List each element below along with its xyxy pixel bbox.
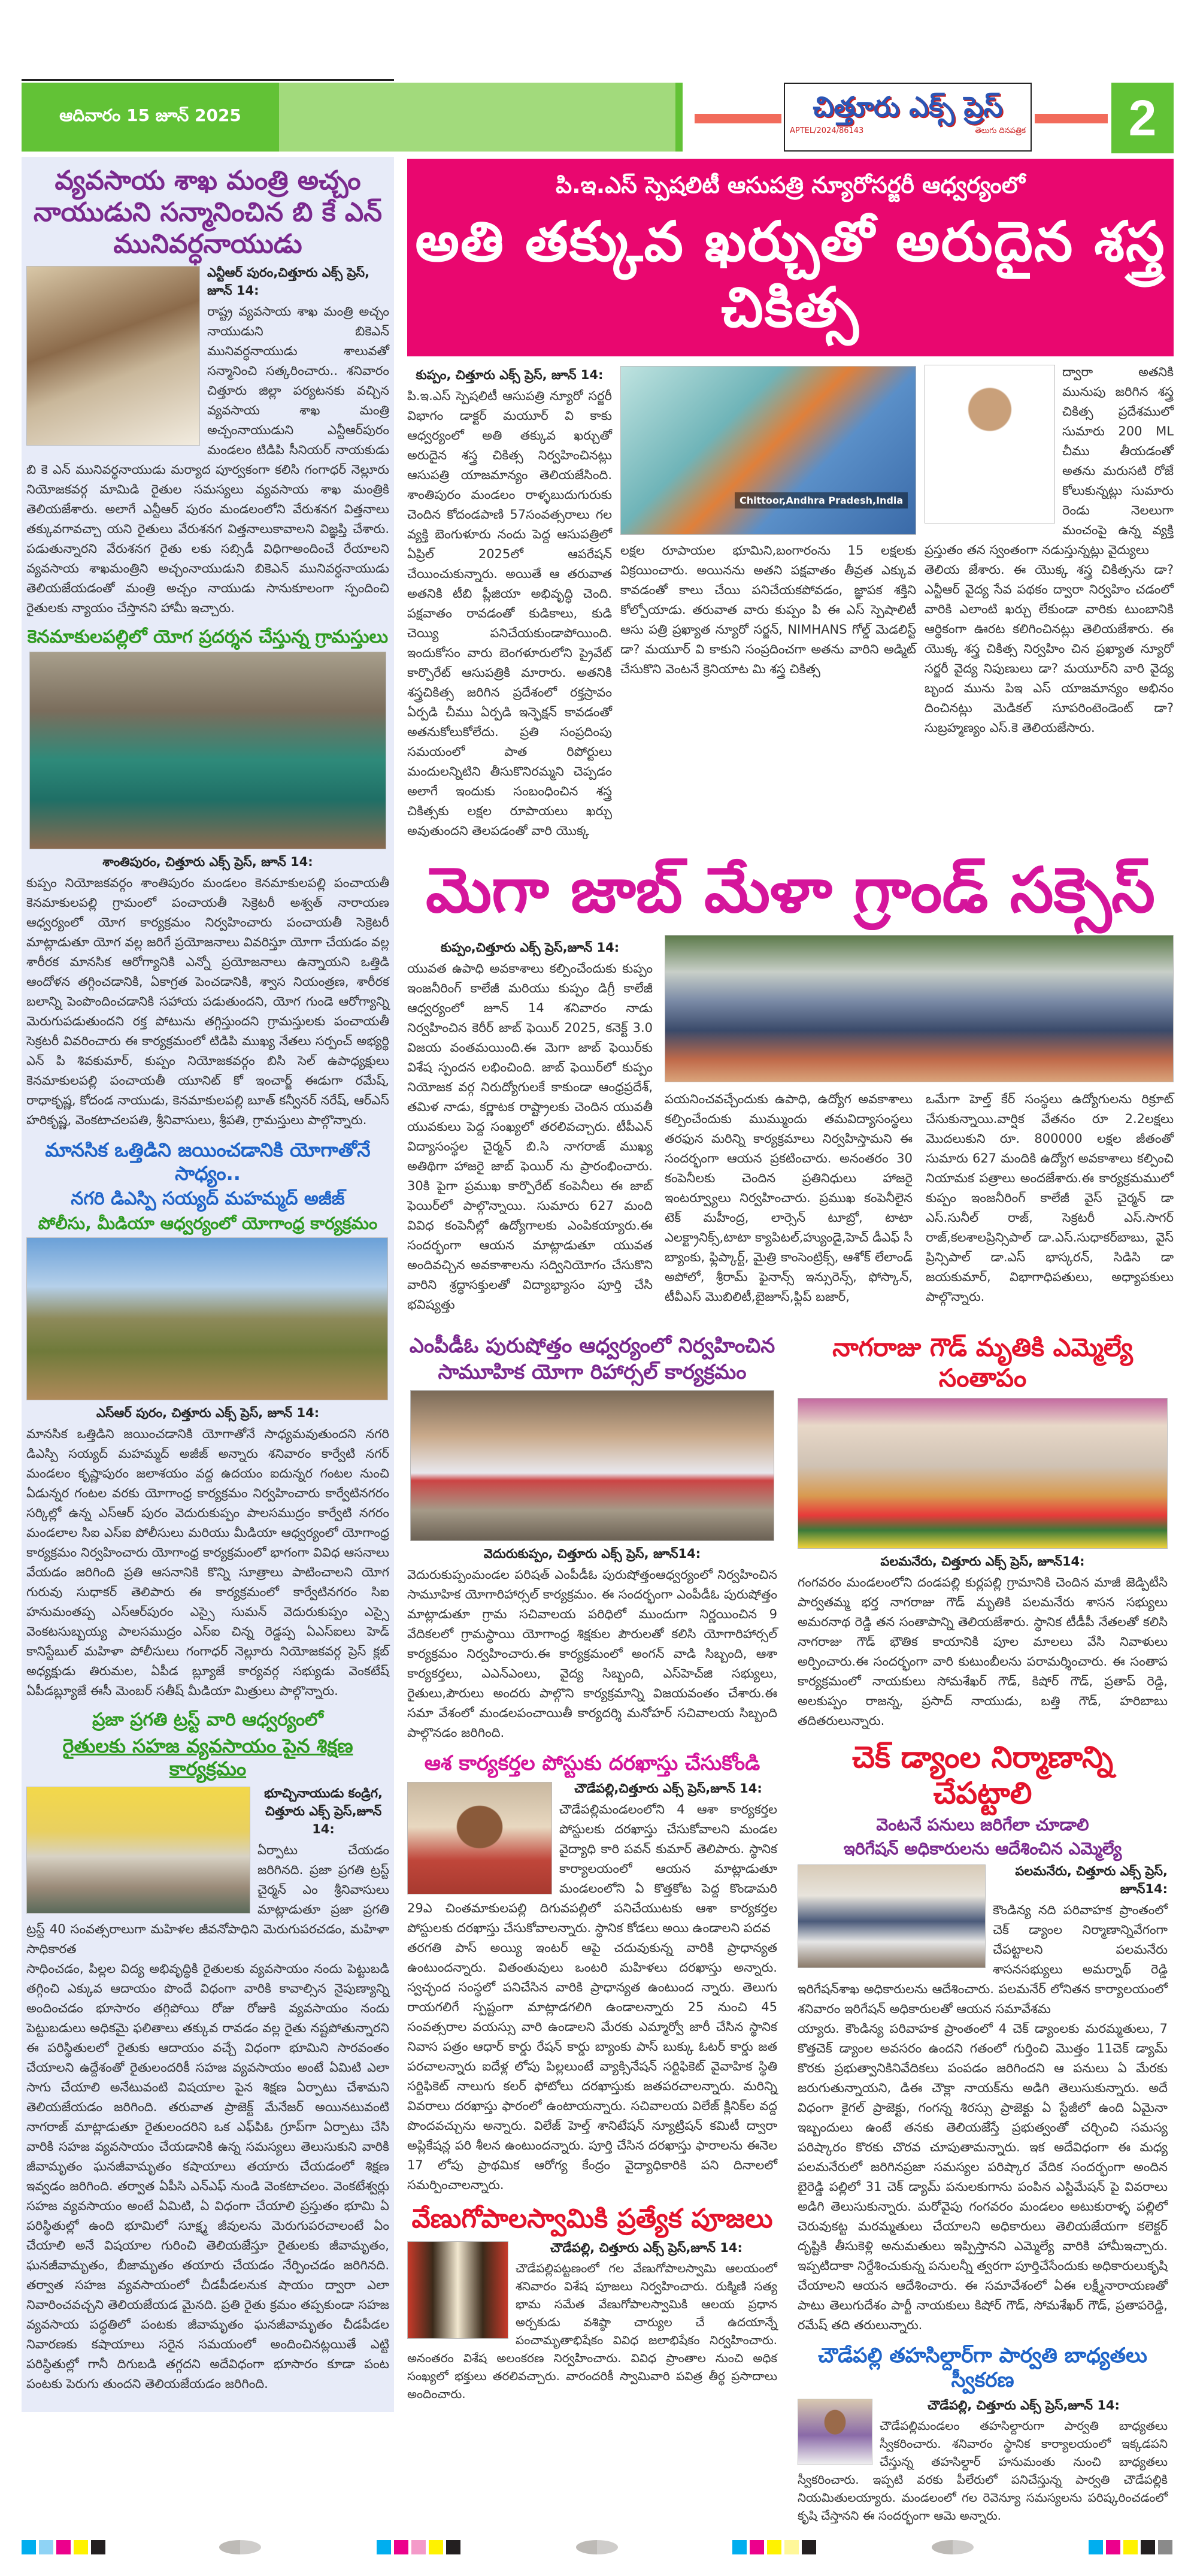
nagaraju-headline: నాగరాజు గౌడ్ మృతికి ఎమ్మెల్యే సంతాపం: [832, 1333, 1133, 1393]
nagaraju-body: గంగవరం మండలంలోని దండపల్లి కుర్లపల్లి గ్రామానికి చెందిన మాజీ జెడ్పిటీసి పార్వతమ్మ భర్త నాగరాజు గౌడ్ మృతికి పలమనేరు శాసన సభ్యులు అమరనాథ రెడ్డి తన సంతాపాన్ని తెలియజేశారు. స్థానిక టీడీపీ నేతలతో కలిసి నాగరాజు గౌడ్ భౌతిక కాయానికి పూల మాలలు వేసి నివాళులు అర్పించారు.ఈ సందర్భంగా వారి కుటుంబీలను పరామర్శించారు. ఈ సంతాప కార్యక్రమంలో నాయకులు సోమశేఖర్ గౌడ్, కిషోర్ గౌడ్, ప్రతాప్ రెడ్డి, అలకుప్పం రాజన్న, ప్రసాద్ నాయుడు, బత్తి గౌడ్, హరిబాబు తదితరులున్నారు.: [798, 1575, 1168, 1728]
job-mela-article: [407, 935, 1174, 1315]
doctor-portrait: [925, 365, 1055, 523]
rehearsal-photo: [410, 1390, 774, 1541]
cmyk-bar: [1123, 2540, 1138, 2554]
venugopala-idol-photo: [407, 2241, 508, 2339]
page-number-box: [1111, 83, 1174, 153]
color-registration-bars: [0, 2540, 1188, 2554]
rehearsal-article: [407, 1333, 777, 1743]
header-rule: [22, 79, 394, 81]
lead-body1: పి.ఇ.ఎస్ స్పెషలిటీ ఆసుపత్రి న్యూరో సర్జరీ విభాగం డాక్టర్ మయూర్ వి కాకు ఆధ్వర్యంలో అతి తక్కువ ఖర్చుతో అరుదైన శస్త్ర చికిత్స నిర్వహించినట్లు ఆసుపత్రి యాజమాన్యం తెలియజేసింది. శాంతిపురం మండలం రాళ్ళబుదుగురుకు చెందిన కోదండపాణి 57సంవత్సరాలు గల వ్యక్తి బెంగుళూరు నందు పెద్ద ఆసుపత్రిలో ఏప్రిల్ 2025లో ఆపరేషన్ చేయించుకున్నారు. అయితే ఆ తరువాత అతనికి టీబి ప్లీజియా అభివృద్ధి చెంది. పక్షవాతం రావడంతో కుడికాలు, కుడి చెయ్యి పనిచేయకుండాపోయింది. ఇందుకోసం వారు బెంగళూరులోని ప్రైవేట్ కార్పొరేట్ ఆసుపత్రికి మారారు. అతనికి శస్త్రచికిత్స జరిగిన ప్రదేశంలో రక్తస్రావం ఏర్పడి చీము ఏర్పడి ఇన్ఫెక్షన్ కావడంతో అతనుకోలుకోలేదు. ప్రతి సంప్రదింపు సమయంలో పాత రిపోర్టులు మందులన్నిటిని తీసుకొనిరమ్మని చెప్పడం అలాగే ఇందుకు సంబంధించిన శస్త్ర చికిత్సకు లక్షల రూపాయలు ఖర్చు అవుతుందని తెలపడంతో వారి యొక్క: [407, 389, 612, 839]
issue-date: ఆదివారం 15 జూన్ 2025: [59, 105, 241, 125]
lead-body3: ద్వారా అతనికి మునుపు జరిగిన శస్త్ర చికిత్స ప్రదేశములో సుమారు 200 ML చీము తీయడంతో అతను మరుసటి రోజే కోలుకున్నట్లు సుమారు రెండు నెలలుగా మంచంపై ఉన్న వ్యక్తి ప్రస్తుతం తన స్వంతంగా నడుస్తున్నట్లు వైద్యులు: [925, 365, 1174, 558]
cmyk-bar: [750, 2540, 764, 2554]
gps-caption: Chittoor,Andhra Pradesh,India: [735, 492, 908, 508]
lead-body4: తెలియ జేశారు. ఈ యొక్క శస్త్ర చికిత్సను డా? ఎన్టీఆర్ వైద్య సేవ పథకం ద్వారా నిర్వహిం చడంలో వారికి ఎలాంటి ఖర్చు లేకుండా వారికు టుంబానికి ఆర్థికంగా ఊరట కలిగించినట్లు తెలియజేశారు. ఈ యొక్క శస్త్ర చికిత్స నిర్వహిం చిన ప్రఖ్యాత న్యూరో సర్జరీ వైద్య నిపుణులు డా? మయూర్‌ని వారి వైద్య బృంద మును పిఇ ఎస్ యాజమాన్యం అభినం దించినట్లు మెడికల్ సూపరింటెండెంట్ డా?సుబ్రహ్మణ్యం ఎస్.కె తెలియజేసారు.: [925, 562, 1174, 735]
rehearsal-dateline: వెదురుకుప్పం, చిత్తూరు ఎక్స్ ప్రెస్, జూన్14:: [483, 1546, 701, 1561]
cmyk-bar: [1158, 2540, 1172, 2554]
checkdam-dateline: పలమనేరు, చిత్తూరు ఎక్స్ ప్రెస్, జూన్14:: [1015, 1864, 1168, 1897]
asha-article: [407, 1751, 777, 2195]
nagari-subhead2: పోలీసు, మీడియా ఆధ్వర్యంలో యోగాంధ్ర కార్యక్రమం: [38, 1213, 378, 1234]
header-accent-line-left: [695, 114, 781, 123]
farmers-kicker: ప్రజా ప్రగతి ట్రస్ట్ వారి ఆధ్వర్యంలో: [92, 1709, 323, 1730]
yoga-village-photo: [29, 652, 386, 849]
minister-article: [26, 165, 389, 618]
minister-headline: వ్యవసాయ శాఖ మంత్రి అచ్చం నాయుడుని సన్మానించిన బి కే ఎన్ మునివర్ధనాయుడు: [33, 165, 383, 259]
cmyk-bar: [56, 2540, 71, 2554]
date-banner-light: [279, 83, 683, 152]
cmyk-bar: [394, 2540, 408, 2554]
yoga-village-headline: కెనమాకులపల్లిలో యోగ ప్రదర్శన చేస్తున్న గ్రామస్తులు: [27, 626, 389, 648]
left-column: [22, 157, 394, 2412]
asha-photo: [407, 1782, 552, 1894]
cmyk-bar: [39, 2540, 53, 2554]
lead-kicker: పి.ఇ.ఎస్ స్పెషలిటీ ఆసుపత్రి న్యూరోసర్జరీ ఆధ్వర్యంలో: [556, 172, 1025, 198]
job-mela-dateline: కుప్పం,చిత్తూరు ఎక్స్ ప్రెస్,జూన్ 14:: [440, 940, 620, 955]
masthead-title: చిత్తూరు ఎక్స్ ప్రెస్: [813, 90, 1003, 123]
checkdam-photo: [798, 1864, 986, 1968]
farmers-headline: రైతులకు సహజ వ్యవసాయం పైన శిక్షణ కార్యక్రమం: [62, 1734, 353, 1781]
nagari-subhead: నగరి డిఎస్పి సయ్యద్ మహమ్మద్ అజీజ్: [71, 1188, 345, 1210]
cmyk-bar: [411, 2540, 426, 2554]
cmyk-bar: [732, 2540, 747, 2554]
cmyk-bar: [377, 2540, 391, 2554]
registration-mark: [576, 2540, 618, 2554]
nagari-yoga-photo: [26, 1237, 388, 1400]
job-mela-group-photo: [665, 935, 1174, 1082]
surgery-photo: [620, 366, 916, 535]
farmers-photo: [26, 1787, 250, 1914]
farmers-body2: సాధించడం, పిల్లల విద్య అభివృద్ధికి రైతులకు వ్యవసాయం నందు పెట్టుబడి తగ్గించి ఎక్కువ ఆదాయం పొందే విధంగా వారికి కావాల్సిన నైపుణ్యాన్ని అందించడం భూసారం తగ్గిపోయి రోజు రోజుకి వ్యవసాయం నందు పెట్టుబడులు అధికమై ఫలితాలు తక్కువ రావడం వల్ల రైతు నష్టపోతున్నారని ఈ పరిస్థితులలో రైతుకు ఆదాయం వచ్చే విధంగా భూమిని సారవంతం చేయాలని ఉద్దేశంతో రైతులందరికీ సహజ వ్యవసాయం అంటే ఏమిటి ఎలా సాగు చేయాలి అనేటువంటి విషయాల పైన శిక్షణ ఏర్పాటు చేశామని తెలియజేయడం జరిగింది. తరువాత ప్రాజెక్ట్ మేనేజర్ అయినటువంటి నాగరాజ్ మాట్లాడుతూ రైతులందరిని ఒక ఎఫ్‌పిఓ గ్రూప్‌గా ఏర్పాటు చేసి వారికి సహజ వ్యవసాయం చేయడానికి ఉన్న సమస్యలు తెలుసుకుని వారికి జీవామృతం ఘనజీవామృతం కషాయాలు తయారు చేయడంలో శిక్షణ ఇవ్వడం జరిగింది. తర్వాత ఏపీసి ఎన్ఎఫ్ నుండి వెంకటాచలం. వెంకటేశ్వర్లు సహజ వ్యవసాయం అంటే ఏమిటి, ఏ విధంగా చేయాలి ప్రస్తుతం భూమి ఏ పరిస్థితుల్లో ఉంది భూమిలో సూక్ష్మ జీవులను మెరుగుపరచాలంటే ఏం చేయాలి అనే విషయాల గురించి తెలియజేస్తూ రైతులకు జీవామృతం, ఘనజీవామృతం, బీజామృతం తయారు చేయడం నేర్పించడం జరిగినది. తర్వాత సహజ వ్యవసాయంలో చీడపీడలనుక షాయం ద్వారా ఎలా నివారించవచ్చని తెలియజేయడ మైనది. ప్రతి రైతు క్రమం తప్పకుండా సహజ వ్యవసాయ పద్ధతిలో పంటకు జీవామృతం ఘనజీవామృతం చీడపీడల నివారణకు కషాయాలు సరైన సమయంలో అందించినట్లయితే ఎట్టి పరిస్థితుల్లో గానీ దిగుబడి తగ్గదని అదేవిధంగా భూసారం కూడా పంట పంటకు పెరుగు తుందని తెలియజేయడం జరిగింది.: [26, 1961, 389, 2391]
nagaraju-dateline: పలమనేరు, చిత్తూరు ఎక్స్ ప్రెస్, జూన్14:: [880, 1554, 1085, 1569]
checkdam-subhead: వెంటనే పనులు జరిగేలా చూడాలి: [876, 1814, 1089, 1835]
nagaraju-photo: [798, 1398, 1168, 1549]
checkdam-headline: చెక్ డ్యాంల నిర్మాణాన్ని చేపట్టాలి: [851, 1739, 1113, 1811]
job-mela-body2: పయనించవచ్చేందుకు ఉపాధి, ఉద్యోగ అవకాశాలు కల్పించేందుకు ముమ్ముందు తమవిద్యాసంస్థలు తరఫున మరిన్ని కార్యక్రమాలు నిర్వహిస్తామని ఈ సందర్భంగా ఆయన ప్రకటించారు. అనంతరం 30 కంపెనీలకు చెందిన ప్రతినిధులు హాజరై ఇంటర్వ్యూలు నిర్వహించారు. ప్రముఖ కంపెనీలైన టెక్ మహీంద్ర, లార్సెన్ టూబ్రో, టాటా ఎలక్ట్రానిక్స్,టాటా క్యాపిటల్,హ్యుండై,హెచ్ డీఎఫ్ సీ బ్యాంకు, ఫ్లిప్కార్ట్, మైత్రి కాంసెంట్రిక్స్, ఆశోక్ లేలాండ్ అపోలో, శ్రీరామ్ ఫైనాన్స్ ఇన్సురెన్స్, ఫోస్కాన్, టీవీఎస్ మొబిలిటీ,బైజూస్,ఫ్లిప్ బజార్,: [665, 1092, 913, 1304]
minister-photo: [26, 266, 200, 446]
registration-mark: [219, 2540, 261, 2554]
parvathi-body: చౌడేపల్లిమండలం తహసిల్దారుగా పార్వతి బాధ్యతలు స్వీకరించారు. శనివారం స్థానిక కార్యాలయంలో ఇక్కడపని చేస్తున్న తహసిల్దార్ హనుమంతు నుంచి బాధ్యతలు స్వీకరించారు. ఇప్పటి వరకు పీలేరులో పనిచేస్తున్న పార్వతి చౌడేపల్లికి నియమితులయ్యారు. మండలంలో గల రెవెన్యూ సమస్యలను పరిష్కరించడంలో కృషి చేస్తానని ఈ సందర్భంగా ఆమె అన్నారు.: [798, 2418, 1168, 2523]
cmyk-bar: [1089, 2540, 1103, 2554]
venugopala-dateline: చౌడేపల్లి, చిత్తూరు ఎక్స్ ప్రెస్,జూన్ 14:: [550, 2240, 742, 2255]
asha-body1: చౌడేపల్లిమండలంలోని 4 ఆశా కార్యకర్తల పోస్టులకు దరఖాస్తు చేసుకోవాలని మండల వైద్యాధి కారి పవన్ కుమార్ తెలిపారు. స్థానిక కార్యాలయంలో ఆయన మాట్లాడుతూ మండలంలోని ఏ కొత్తకోట పెద్ద కొండామరి 29ఎ చింతమాకులపల్లి దిగువపల్లిలో పనిచేయుటకు ఆశా కార్యకర్తల పోస్టులకు దరఖాస్తు చేసుకోవాలన్నారు. స్థానిక కోడలు అయి ఉండాలని పదవ: [407, 1802, 777, 1935]
nagari-body: మానసిక ఒత్తిడిని జయించడానికి యోగాతోనే సాధ్యమవుతుందని నగరి డిఎస్పి సయ్యద్ మహమ్మద్ అజీజ్ అన్నారు శనివారం కార్వేటి నగర్ మండలం కృష్ణాపురం జలాశయం వద్ద ఉదయం ఐదున్నర గంటల నుంచి ఏడున్నర గంటల వరకు యోగాంధ్ర కార్యక్రమం నిర్వహించారు కార్వేటినగరం సర్కిల్లో ఉన్న ఎస్ఆర్ పురం వెదురుకుప్పం పాలసముద్రం కార్వేటి నగరం మండలాల సిఐ ఎస్ఐ పోలీసులు మరియు మీడియా ఆధ్వర్యంలో యోగాంధ్ర కార్యక్రమం నిర్వహించారు యోగాంధ్ర కార్యక్రమంలో భాగంగా వివిధ ఆసనాలు వేయడం జరిగింది ప్రతి ఆసనానికి కొన్ని సూత్రాలు పాటించాలని యోగ గురువు సుధాకర్ తెలిపారు ఈ కార్యక్రమంలో కార్వేటినగరం సిఐ హనుమంతప్ప ఎస్ఆర్‌పురం ఎస్సై సుమన్ వెదురుకుప్పం ఎస్సై వెంకటసుబ్బయ్య పాలసముద్రం ఎస్ఐ చిన్న రెడ్డప్ప ఏఎస్ఐలు హెడ్ కానిస్టేబుల్ మహిళా పోలీసులు గంగాధర్ నెల్లూరు నియోజకవర్గ ప్రెస్ క్లబ్ అధ్యక్షుడు తిరుమల, ఏపీడ బ్ల్యూజే కార్యవర్గ సభ్యుడు వెంకటేష్ ఏపీడబ్ల్యూజే ఈసీ మెంబర్ సతీష్ మీడియా మిత్రులు పాల్గొన్నారు.: [26, 1426, 389, 1698]
lead-article: [407, 362, 1174, 841]
yoga-village-body: కుప్పం నియోజకవర్గం శాంతిపురం మండలం కెనమాకులపల్లి పంచాయతీ కెనమాకులపల్లి గ్రామంలో పంచాయతీ సెక్రెటరీ అశ్వత్ నారాయణ ఆధ్వర్యంలో యోగ కార్యక్రమం నిర్వహించారు పంచాయతీ సెక్రెటరీ మాట్లాడుతూ యోగ వల్ల జరిగే ప్రయోజనాలు వివరిస్తూ యోగా చేయడం వల్ల శారీరక మానసిక ఆరోగ్యానికి ఎన్నో ప్రయోజనాలు ఉన్నాయని ఒత్తిడి ఆందోళన తగ్గించడానికి, ఏకాగ్రత పెంచడానికి, శ్వాస నియంత్రణ, శారీరక బలాన్ని పెంపొందించడానికి సహాయ పడుతుందని, యోగ గుండె ఆరోగ్యాన్ని మెరుగుపడుతుందని రక్త పోటును తగ్గిస్తుందని గ్రామస్తులకు పంచాయతీ సెక్రటరీ వివరించారు ఈ కార్యక్రమంలో టిడిపి ముఖ్య నేతలు సర్పంచ్ అభ్యర్థి ఎన్ పి శివకుమార్, కుప్పం నియోజకవర్గం బిసి సెల్ ఉపాధ్యక్షులు కెనమాకులపల్లి పంచాయతీ యూనిట్ కో ఇంచార్జ్ ఈడుగా రమేష్, రాధాకృష్ణ, కోదండ నాయుడు, కెనమాకులపల్లి బూత్ కన్వీనర్ నరేష్, ఆర్‌ఎస్ హరికృష్ణ, వెంకటాచలపతి, శ్రీనివాసులు, శ్రీపతి, గ్రామస్తులు పాల్గొన్నారు.: [26, 876, 389, 1128]
venugopala-article: [407, 2203, 777, 2403]
rehearsal-body: వెదురుకుప్పంమండల పరిషత్ ఎంపీడీఓ పురుషోత్తంఆధ్వర్యంలో నిర్వహించిన సామూహిక యోగారిహార్సల్ కార్యక్రమం. ఈ సందర్భంగా ఎంపీడీఓ పురుషోత్తం మాట్లాడుతూ గ్రామ సచివాలయ పరిధిలో ముందుగా నిర్ణయించిన 9 వేదికలలో గ్రామస్థాయి యోగాంధ్ర శిక్షకుల పౌరులతో కలిసి యోగారిహార్సల్ కార్యక్రమం నిర్వహించారు.ఈ కార్యక్రమంలో అంగన్ వాడి సిబ్బంది, ఆశా కార్యకర్తలు, ఎఎన్ఎంలు, వైద్య సిబ్బంది, ఎస్‌హెచ్‌జి సభ్యులు, రైతులు,పౌరులు అందరు పాల్గొని కార్యక్రమాన్ని విజయవంతం చేశారు.ఈ సమా వేశంలో మండలపంచాయితీ కార్యదర్శి మనోహర్ సచివాలయ సిబ్బంది పాల్గొనడం జరిగింది.: [407, 1567, 777, 1740]
venugopala-body: చౌడేపల్లిపట్టణంలో గల వేణుగోపాలస్వామి ఆలయంలో శనివారం విశేష పూజలు నిర్వహించారు. రుక్మిణి సత్య భామ సమేత వేణుగోపాలస్వామికి ఆలయ ప్రధాన అర్చకుడు వశిష్ఠా చార్యుల చే ఉదయాన్నే పంచామృతాభిషేకం వివిధ జలాభిషేకం నిర్వహించారు. అనంతరం విశేష అలంకరణ నిర్వహించారు. వివిధ ప్రాంతాల నుంచి అధిక సంఖ్యలో భక్తులు తరలివచ్చారు. వారందరికీ స్వామివారి పవిత్ర తీర్థ ప్రసాదాలు అందించారు.: [407, 2260, 777, 2401]
checkdam-body2: య్యారు. కౌండిన్య పరివాహక ప్రాంతంలో 4 చెక్ డ్యాంలకు మరమ్మతులు, 7 కొత్తచెక్ డ్యాంల అవసరం ఉందని గతంలో గుర్తించి మొత్తం 11చెక్ డ్యామ్ కొరకు ప్రభుత్వానికినివేదికలు పంపడం జరిగిందని ఆ పనులు ఏ మేరకు జరుగుతున్నాయని, డిఈ చౌక్లా నాయక్‌ను అడిగి తెలుసుకున్నారు. అదే విధంగా కైగల్ ప్రాజెక్టు, గంగన్న శిరస్సు ప్రాజెక్టు ఏ స్టేజీలో ఉంది ఏమైనా ఇబ్బందులు ఉంటే తనకు తెలియజేస్తే ప్రభుత్వంతో చర్చించి సమస్య పరిష్కారం కొరకు చొరవ చూపుతామన్నారు. ఇక అదేవిధంగా ఈ మధ్య పలమనేరులో జరిగినప్రజా సమస్యల పరిష్కార వేదిక సందర్భంగా అందిన బైరెడ్డి పల్లిలో 31 చెక్ డ్యామ్ పనులకుగాను పంపిన ఎస్టిమేషన్ పై వివరాలు అడిగి తెలుసుకున్నారు. మరోవైపు గంగవరం మండలం అటుకురాళ్ళ పల్లిలో చెరువుకట్ట మరమ్మతులు చేయాలని అధికారులు తెలియజేయగా కలెక్టర్ దృష్టికి తీసుకెళ్లి అనుమతులు ఇప్పిస్తానని ఎమ్మెల్యే వారికి హామీఇచ్చారు. ఇప్పటిదాకా నిర్దేశించుకున్న పనులన్నీ త్వరగా పూర్తిచేసేందుకు అధికారులుకృషి చేయాలని ఆయన ఆదేశించారు. ఈ సమావేశంలో ఏఈ లక్ష్మీనారాయణతో పాటు తెలుగుదేశం పార్టీ నాయకులు కిషోర్ గౌడ్, సోమశేఖర్ గౌడ్, ప్రతాపరెడ్డి, రమేష్ తది తరులున్నారు.: [798, 2021, 1168, 2333]
right-column: [798, 1329, 1168, 2533]
rehearsal-headline: ఎంపీడీఓ పురుషోత్తం ఆధ్వర్యంలో నిర్వహించిన సామూహిక యోగా రిహార్సల్ కార్యక్రమం: [409, 1334, 775, 1385]
yoga-village-article: [26, 626, 389, 1130]
farmers-body1: ఏర్పాటు చేయడం జరిగినది. ప్రజా ప్రగతి ట్రస్ట్ చైర్మన్ ఎం శ్రీనివాసులు మాట్లాడుతూ ప్రజా ప్రగతి ట్రస్ట్ 40 సంవత్సరాలుగా మహిళల జీవనోపాధిని మెరుగుపరచడం, మహిళా సాధికారత: [26, 1842, 389, 1956]
lead-dateline: కుప్పం, చిత్తూరు ఎక్స్ ప్రెస్, జూన్ 14:: [416, 368, 604, 383]
asha-headline: ఆశ కార్యకర్తల పోస్టుకు దరఖాస్తు చేసుకోండి: [424, 1751, 760, 1776]
yoga-village-dateline: శాంతిపురం, చిత్తూరు ఎక్స్ ప్రెస్, జూన్ 14:: [102, 855, 313, 870]
job-mela-body1: యువత ఉపాధి అవకాశాలు కల్పించేందుకు కుప్పం ఇంజనీరింగ్ కాలేజీ మరియు కుప్పం డిగ్రీ కాలేజీ ఆధ్వర్యంలో జూన్ 14 శనివారం నాడు నిర్వహించిన కెరీర్ జాబ్ ఫెయిర్ 2025, కనెక్ట్ 3.0 విజయ వంతమయింది.ఈ మెగా జాబ్ ఫెయిర్‌కు విశేష స్పందన లభించింది. జాబ్ ఫెయిర్‌లో కుప్పం నియోజక వర్గ నిరుద్యోగులకే కాకుండా ఆంధ్రప్రదేశ్, తమిళ నాడు, కర్ణాటక రాష్ట్రాలకు చెందిన యువతీ యువకులు పెద్ద సంఖ్యలో తరలివచ్చారు. టీపీఎన్ విద్యాసంస్థల చైర్మన్ బి.సి నాగరాజ్ ముఖ్య అతిథిగా హాజరై జాబ్ ఫెయిర్ ను ప్రారంభించారు. 30కి పైగా ప్రముఖ కార్పొరేట్ కంపెనీలు ఈ జాబ్ ఫెయిర్‌లో పాల్గొన్నాయి. సుమారు 627 మంది వివిధ కంపెనీల్లో ఉద్యోగాలకు ఎంపికయ్యారు.ఈ సందర్భంగా ఆయన మాట్లాడుతూ యువత అందివచ్చిన అవకాశాలను సద్వినియోగం చేసుకొని వారిని శ్రద్ధాసక్తులతో విద్యాభ్యాసం పూర్తి చేసి భవిష్యత్తు: [407, 961, 653, 1312]
job-mela-headline: మెగా జాబ్ మేళా గ్రాండ్ సక్సెస్: [425, 853, 1156, 927]
venugopala-headline: వేణుగోపాలస్వామికి ప్రత్యేక పూజలు: [411, 2203, 773, 2234]
nagari-article: [26, 1139, 389, 1700]
checkdam-body1: కౌండిన్య నది పరివాహక ప్రాంతంలో చెక్ డ్యాంల నిర్మాణాన్నివేగంగా చేపట్టాలని పలమనేరు శాసనసభ్యులు అమర్నాథ్ రెడ్డి ఇరిగేషన్‌శాఖ అధికారులను ఆదేశించారు. పలమనేర్ లోనితన కార్యాలయంలో శనివారం ఇరిగేషన్ అధికారులతో ఆయన సమావేశమ: [798, 1903, 1168, 2017]
nagari-dateline: ఎస్ఆర్ పురం, చిత్తూరు ఎక్స్ ప్రెస్, జూన్ 14:: [96, 1405, 320, 1420]
page-number: 2: [1128, 89, 1157, 146]
checkdam-article: [798, 1739, 1168, 2335]
cmyk-bar: [74, 2540, 88, 2554]
cmyk-bar: [1141, 2540, 1155, 2554]
parvathi-dateline: చౌడేపల్లి, చిత్తూరు ఎక్స్ ప్రెస్,జూన్ 14:: [928, 2398, 1120, 2412]
masthead-logo: [784, 83, 1032, 152]
registration-mark: [932, 2540, 974, 2554]
main-area: [407, 159, 1174, 2533]
masthead-tagline: తెలుగు దినపత్రిక: [975, 126, 1026, 135]
cmyk-bar: [784, 2540, 799, 2554]
cmyk-bar: [429, 2540, 443, 2554]
lead-headline: అతి తక్కువ ఖర్చుతో అరుదైన శస్త్ర చికిత్స: [415, 209, 1166, 340]
cmyk-bar: [767, 2540, 781, 2554]
cmyk-bar: [1106, 2540, 1120, 2554]
job-mela-body3: ఒమేగా హెల్త్ కేర్ సంస్థలు ఉద్యోగులను రిక్రూట్ చేసుకున్నాయి.వార్షిక వేతనం రూ 2.2లక్షలు మొదలుకుని రూ. 800000 లక్షల జీతంతో సుమారు 627 మందికి ఉద్యోగ అవకాశాలు కల్పించి నియామక పత్రాలు అందజేశారు.ఈ కార్యక్రమములో కుప్పం ఇంజనీరింగ్ కాలేజీ వైస్ చైర్మన్ డా ఎస్.సునీల్ రాజ్, సెక్రటరీ ఎస్.సాగర్ రాజ్,కలశాలప్రిన్సిపాల్ డా.ఎస్.సుధాకర్‌బాబు, వైస్ ప్రిన్సిపాల్ డా.ఎస్ భాస్కరన్, సిడిసి డా జయకుమార్, విభాగాధిపతులు, అధ్యాపకులు పాల్గొన్నారు.: [926, 1092, 1174, 1304]
checkdam-subhead2: ఇరిగేషన్ అధికారులను ఆదేశించిన ఎమ్మెల్యే: [843, 1838, 1122, 1858]
date-banner: [22, 83, 279, 152]
asha-body2: తరగతి పాస్ అయ్యి ఇంటర్ ఆపై చదువుకున్న వారికి ప్రాధాన్యత ఉంటుందన్నారు. వితంతువులు ఒంటరి మహిళలు దరఖాస్తు అన్నారు. స్వచ్ఛంద సంస్థలో పనిచేసిన వారికి ప్రాధాన్యత ఉంటుంద న్నారు. తెలుగు రాయగలిగే స్పష్టంగా మాట్లాడగలిగి ఉండాలన్నారు 25 నుంచి 45 సంవత్సరాల వయస్సు వారి ఉండాలని మేరకు ఎమ్మార్వో జారీ చేసిన స్థానిక నివాస పత్రం ఆధార్ కార్డు రేషన్ కార్డు బ్యాంకు పాస్ బుక్కు ఓటర్ కార్డు జత పరచాలన్నారు ఐదేళ్ల లోపు పిల్లలుంటే వ్యాక్సినేషన్ సర్టిఫికెట్ వైవాహిక స్థితి సర్టిఫికెట్ నాలుగు కలర్ ఫోటోలు దరఖాస్తుకు జతపరచాలన్నారు. మరిన్ని వివరాలు దరఖాస్తు ఫారంలో ఉంటాయన్నారు. సచివాలయ విలేజ్ క్లినిక్‌ల వద్ద పొందవచ్చును అన్నారు. విలేజ్ హెల్త్ శానిటేషన్ న్యూట్రిషన్ కమిటీ ద్వారా అప్లికేషన్ల పరి శీలన ఉంటుందన్నారు. పూర్తి చేసిన దరఖాస్తు ఫారాలను ఈనెల 17 లోపు ప్రాథమిక ఆరోగ్య కేంద్రం వైద్యాధికారికి పని దినాలలో సమర్పించాలన్నారు.: [407, 1940, 777, 2192]
asha-dateline: చౌడేపల్లి,చిత్తూరు ఎక్స్ ప్రెస్,జూన్ 14:: [574, 1781, 762, 1796]
cmyk-bar: [802, 2540, 816, 2554]
parvathi-headline: చౌడేపల్లి తహసిల్దార్‌గా పార్వతి బాధ్యతలు స్వీకరణ: [818, 2344, 1147, 2392]
lead-body2: లక్షల రూపాయల భూమిని,బంగారంను 15 లక్షలకు విక్రయించారు. అయినను అతని పక్షవాతం తీవ్రత ఎక్కువ కావడంతో కాలు చేయి పనిచేయకపోవడం, జ్ఞాపక శక్తిని కోల్పోయాడు. తరువాత వారు కుప్పం పి ఈ ఎస్ స్పెషాలిటీ ఆసు పత్రి ప్రఖ్యాత న్యూరో సర్జన్, NIMHANS గోల్డ్ మెడలిస్ట్ డా? మయూర్ వి కాకుని సంప్రదించగా అతను వారిని అడ్మిట్ చేసుకొని వెంటనే క్రెనియాట మి శస్త్ర చికిత్స: [620, 543, 916, 677]
minister-dateline: ఎన్టీఆర్ పురం,చిత్తూరు ఎక్స్ ప్రెస్, జూన్ 14:: [207, 265, 370, 298]
cmyk-bar: [446, 2540, 460, 2554]
lead-banner: [407, 159, 1174, 356]
minister-body: రాష్ట్ర వ్యవసాయ శాఖ మంత్రి అచ్చం నాయుడుని బికెఎన్ మునివర్ధనాయుడు శాలువతో సన్మానించి సత్కరించారు.. శనివారం చిత్తూరు జిల్లా పర్యటనకు వచ్చిన వ్యవసాయ శాఖ మంత్రి అచ్చంనాయుడుని ఎన్టీఆర్‌పురం మండలం టిడిపి సీనియర్ నాయకుడు బి కె ఎన్ మునివర్ధనాయుడు మర్యాద పూర్వకంగా కలిసి గంగాధర్ నెల్లూరు నియోజకవర్గ మామిడి రైతుల సమస్యలు వ్యవసాయ శాఖ మంత్రికి తెలియజేశారు. అలాగే ఎన్టీఆర్ పురం మండలంలోని వేరుశనగ విత్తనాలు తక్కువగావచ్చా యని రైతులు వేరుశనగ విత్తనాలుకావాలని విజ్ఞప్తి చేశారు. పడుతున్నారని వేరుశనగ రైతు లకు సబ్సిడీ విధిగాఅందించే రేయాలని వ్యవసాయ శాఖమంత్రిని అచ్చంనాయుడుని బికెఎన్ మునివర్ధనాయుడు తెలియజేయడంతో మంత్రి అచ్చం నాయుడు సానుకూలంగా స్పందించి రైతులకు న్యాయం చేస్తానని హామీ ఇచ్చారు.: [26, 304, 389, 616]
farmers-article: [26, 1709, 389, 2394]
nagari-headline: మానసిక ఒత్తిడిని జయించడానికి యోగాతోనే సాధ్యం..: [45, 1139, 371, 1185]
cmyk-bar: [22, 2540, 36, 2554]
nagaraju-article: [798, 1333, 1168, 1731]
middle-column: [407, 1329, 777, 2533]
cmyk-bar: [91, 2540, 105, 2554]
parvathi-photo: [798, 2399, 872, 2465]
parvathi-article: [798, 2344, 1168, 2524]
farmers-dateline: భూచ్చినాయుడు కండ్రిగ, చిత్తూరు ఎక్స్ ప్రెస్,జూన్ 14:: [264, 1785, 383, 1836]
header-accent-line-right: [1035, 114, 1108, 123]
masthead-reg: APTEL/2024/86143: [790, 126, 864, 135]
